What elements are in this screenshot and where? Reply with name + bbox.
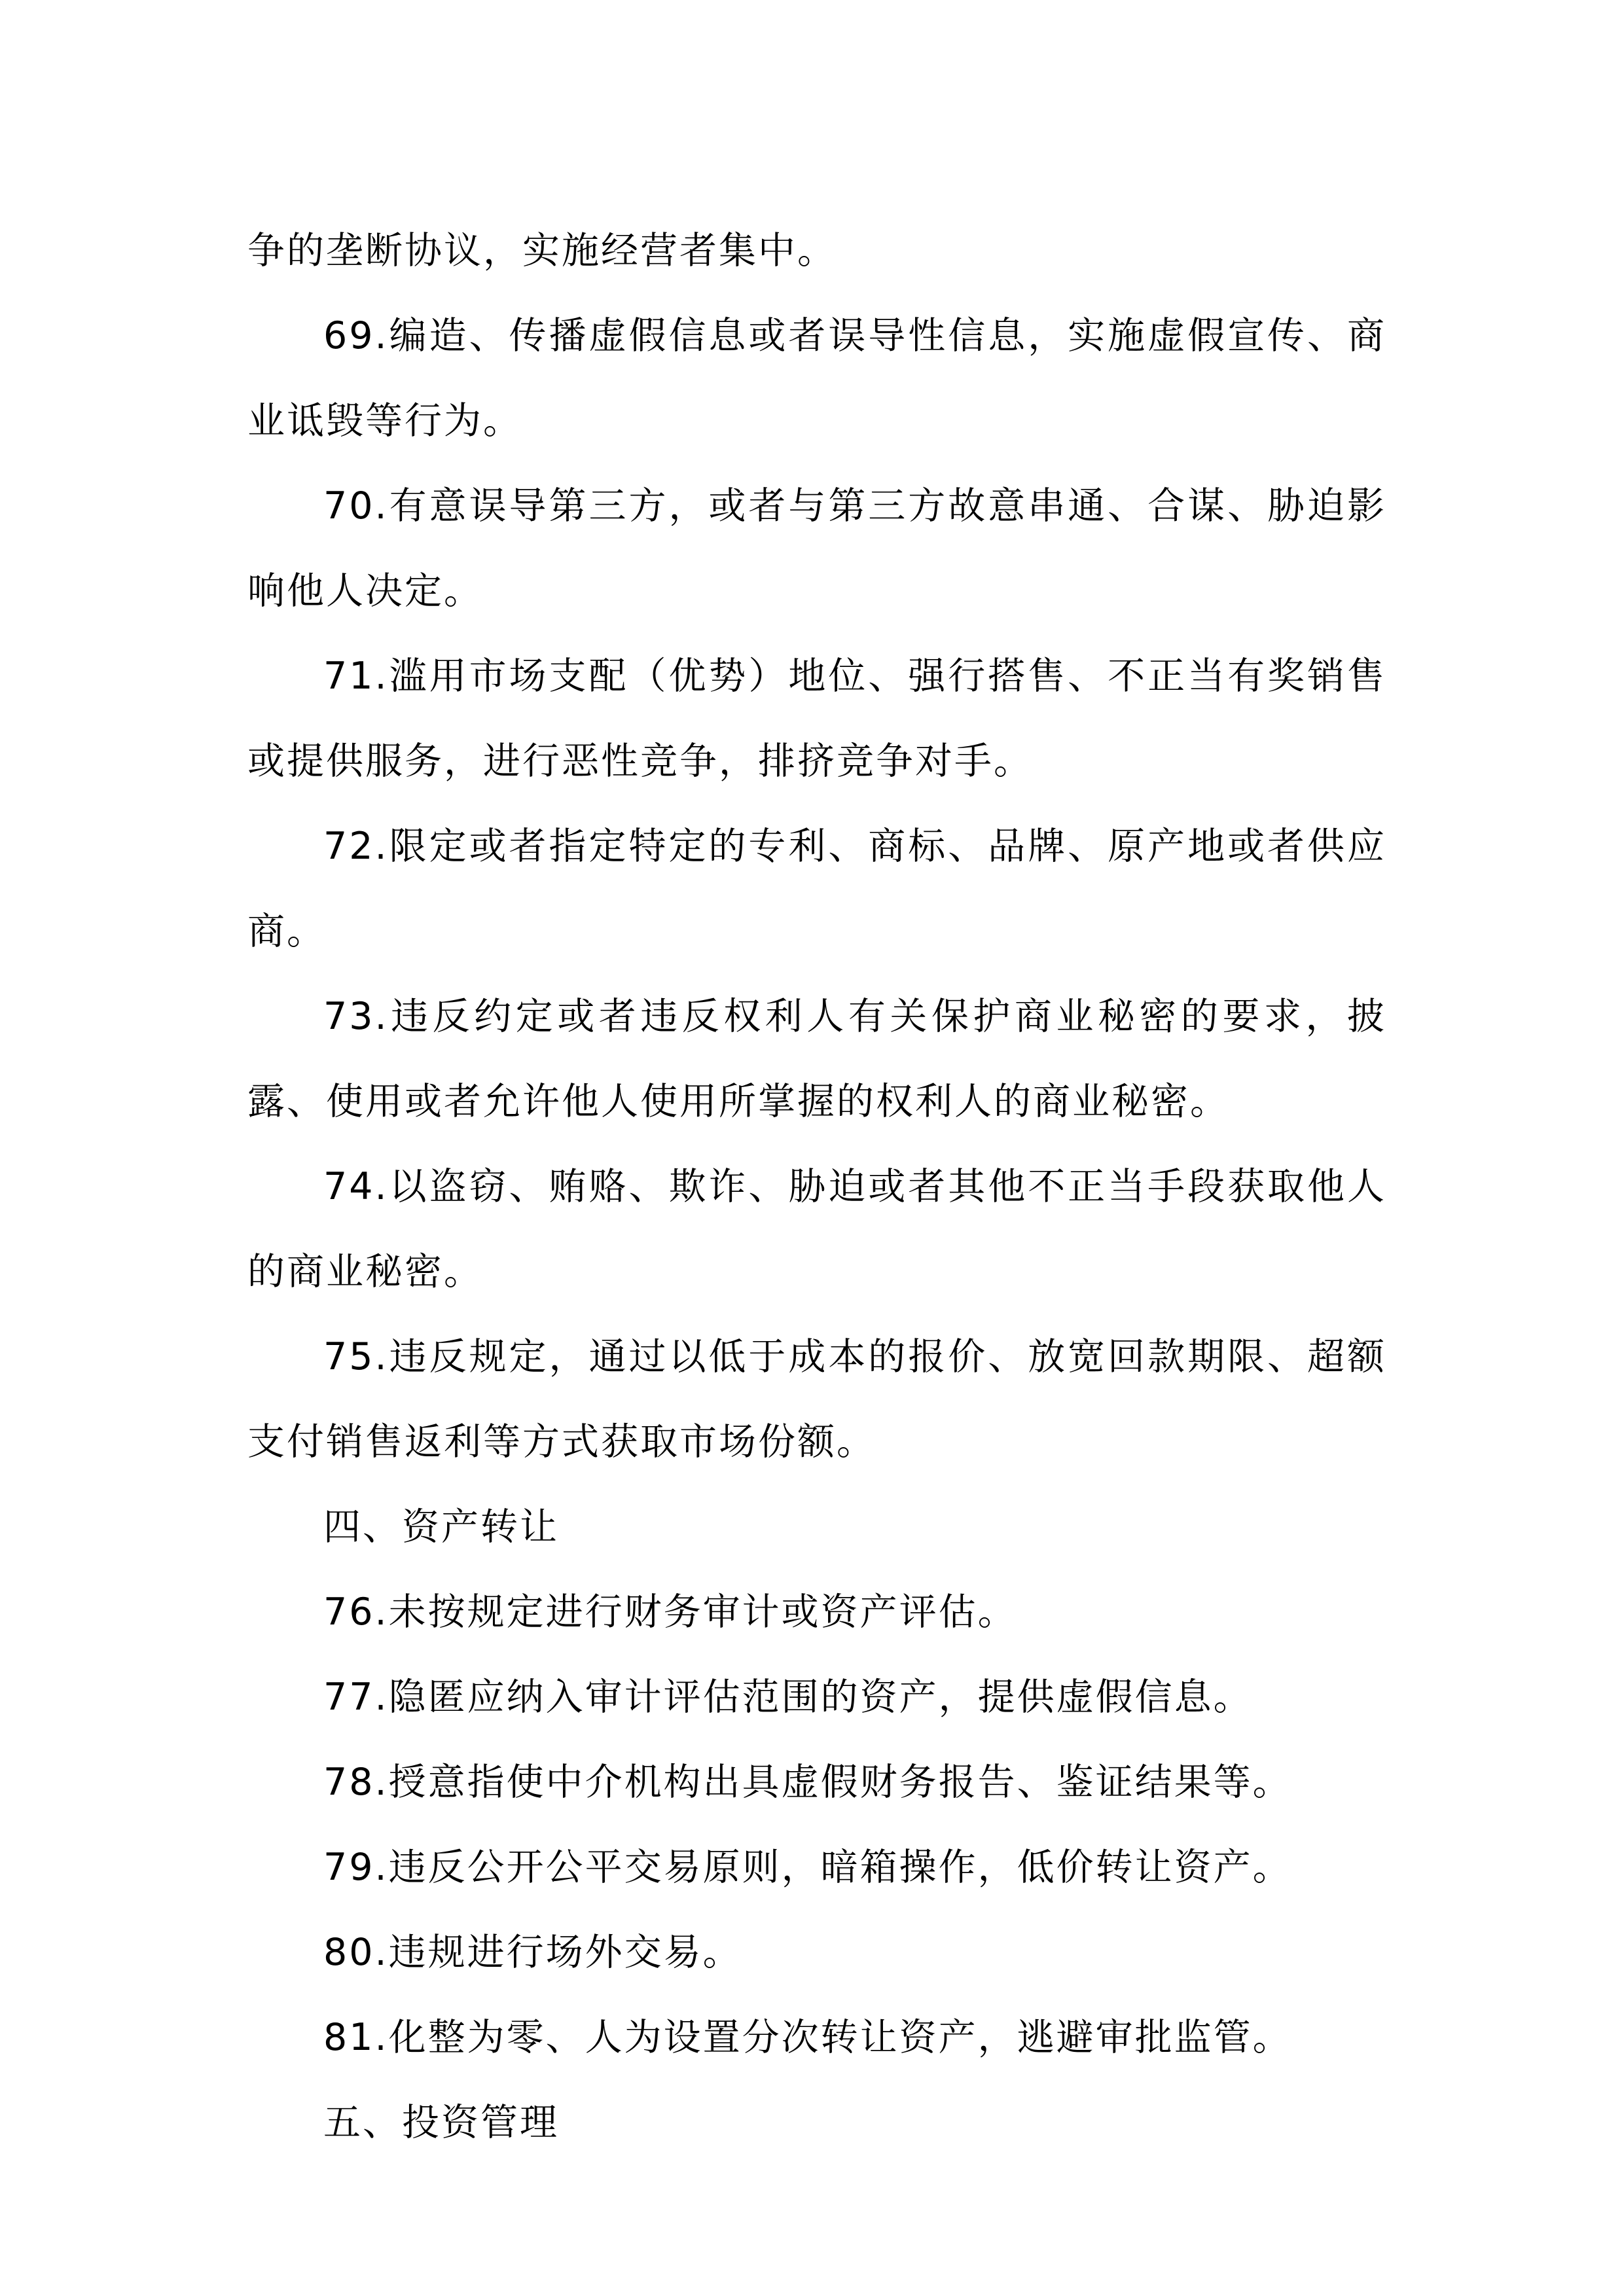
section-heading: 五、投资管理 [323, 2101, 559, 2144]
section-heading: 四、资产转让 [323, 1505, 559, 1549]
paragraph: 80.违规进行场外交易。 [323, 1931, 742, 1974]
paragraph: 72.限定或者指定特定的专利、商标、品牌、原产地或者供应商。 [247, 825, 1386, 953]
paragraph: 77.隐匿应纳入审计评估范围的资产，提供虚假信息。 [323, 1676, 1253, 1719]
paragraph: 75.违反规定，通过以低于成本的报价、放宽回款期限、超额支付销售返利等方式获取市场份额。 [247, 1335, 1386, 1463]
paragraph: 70.有意误导第三方，或者与第三方故意串通、合谋、胁迫影响他人决定。 [247, 484, 1386, 613]
paragraph: 71.滥用市场支配（优势）地位、强行搭售、不正当有奖销售或提供服务，进行恶性竞争，排挤竞争对手。 [247, 655, 1386, 783]
paragraph: 74.以盗窃、贿赂、欺诈、胁迫或者其他不正当手段获取他人的商业秘密。 [247, 1165, 1386, 1293]
paragraph: 81.化整为零、人为设置分次转让资产，逃避审批监管。 [323, 2016, 1292, 2059]
paragraph: 76.未按规定进行财务审计或资产评估。 [323, 1590, 1017, 1634]
document-body [247, 208, 1386, 2165]
paragraph: 73.违反约定或者违反权利人有关保护商业秘密的要求，披露、使用或者允许他人使用所掌握的权利人的商业秘密。 [247, 995, 1386, 1123]
paragraph: 78.授意指使中介机构出具虚假财务报告、鉴证结果等。 [323, 1761, 1292, 1804]
paragraph: 79.违反公开公平交易原则，暗箱操作，低价转让资产。 [323, 1846, 1292, 1889]
paragraph: 69.编造、传播虚假信息或者误导性信息，实施虚假宣传、商业诋毁等行为。 [247, 314, 1386, 442]
paragraph: 争的垄断协议，实施经营者集中。 [247, 229, 837, 272]
